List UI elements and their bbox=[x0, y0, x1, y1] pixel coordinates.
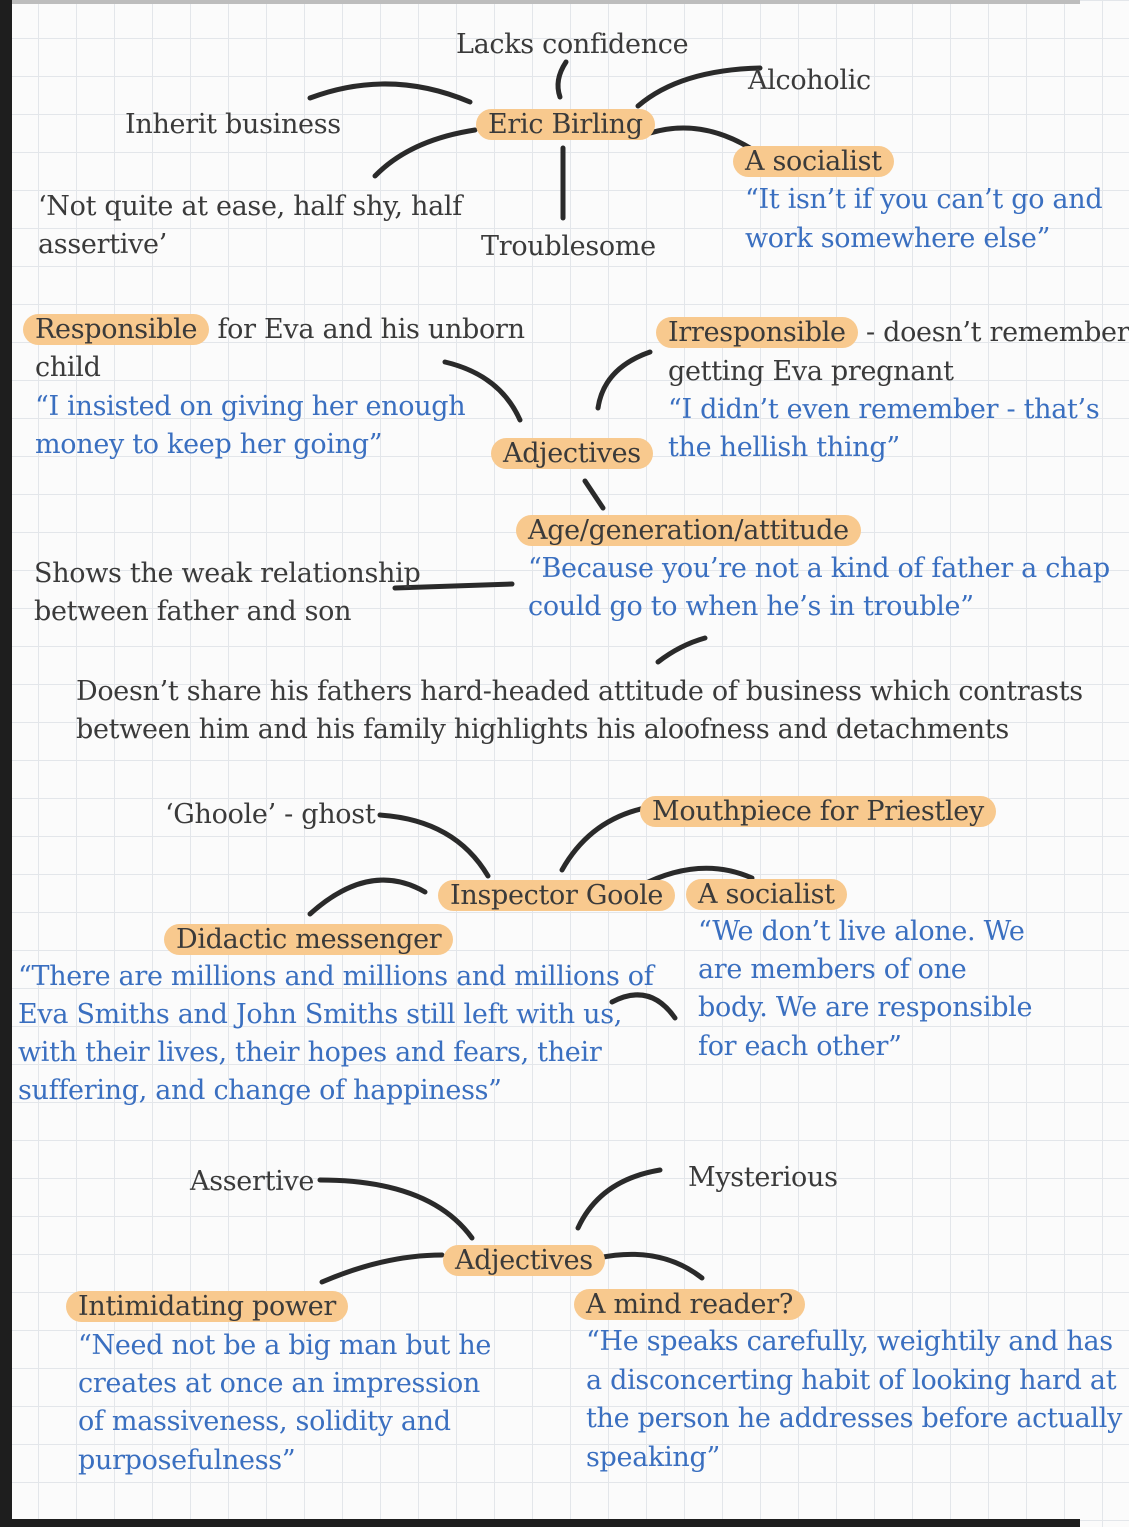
line-adjectives-intimidating bbox=[322, 1255, 442, 1282]
line-inspector-ghoole bbox=[380, 815, 488, 876]
inspector-intimidating-quote-3: of massiveness, solidity and bbox=[78, 1406, 451, 1437]
inspector-socialist-heading: A socialist bbox=[686, 879, 847, 910]
inspector-intimidating-quote-2: creates at once an impression bbox=[78, 1368, 480, 1399]
eric-business-1: Doesn’t share his fathers hard-headed attitude of business which contrasts bbox=[76, 676, 1083, 707]
inspector-didactic-quote-3: with their lives, their hopes and fears, their bbox=[18, 1037, 602, 1068]
eric-responsible-quote-1: “I insisted on giving her enough bbox=[35, 391, 466, 422]
line-adjectives-age bbox=[585, 481, 603, 508]
inspector-mouthpiece-node bbox=[652, 793, 996, 831]
eric-lacks-confidence: Lacks confidence bbox=[456, 29, 689, 60]
eric-irresponsible-quote-2: the hellish thing” bbox=[668, 432, 900, 463]
eric-responsible-quote-2: money to keep her going” bbox=[35, 429, 383, 460]
eric-socialist-quote-2: work somewhere else” bbox=[745, 223, 1051, 254]
line-adjectives-irresponsible bbox=[598, 352, 650, 408]
eric-adjectives-node bbox=[503, 435, 653, 473]
line-eric-socialist bbox=[650, 128, 750, 148]
eric-socialist-label: A socialist bbox=[733, 146, 894, 177]
eric-responsible-text: for Eva and his unborn bbox=[209, 314, 525, 345]
inspector-intimidating-node bbox=[78, 1288, 348, 1326]
eric-not-at-ease-1: ‘Not quite at ease, half shy, half bbox=[38, 191, 462, 222]
inspector-mysterious: Mysterious bbox=[688, 1162, 838, 1193]
eric-troublesome: Troublesome bbox=[481, 231, 656, 262]
inspector-mind-reader-quote-4: speaking” bbox=[586, 1442, 720, 1473]
inspector-adjectives-label: Adjectives bbox=[443, 1245, 605, 1276]
inspector-didactic-heading: Didactic messenger bbox=[164, 924, 453, 955]
eric-irresponsible-text: - doesn’t remember bbox=[857, 317, 1129, 348]
line-adjectives-assertive bbox=[320, 1180, 472, 1238]
line-eric-lacks-confidence bbox=[558, 62, 566, 97]
eric-irresponsible-line bbox=[668, 314, 1129, 352]
line-adjectives-mysterious bbox=[578, 1170, 660, 1228]
eric-socialist-heading bbox=[745, 143, 894, 181]
eric-business-2: between him and his family highlights his aloofness and detachments bbox=[76, 714, 1009, 745]
inspector-didactic-node bbox=[176, 921, 453, 959]
inspector-mind-reader-heading: A mind reader? bbox=[574, 1289, 805, 1320]
inspector-assertive: Assertive bbox=[190, 1166, 315, 1197]
inspector-adjectives-node bbox=[455, 1242, 605, 1280]
eric-age-heading: Age/generation/attitude bbox=[516, 515, 861, 546]
eric-irresponsible-heading: Irresponsible bbox=[656, 317, 858, 348]
inspector-ghoole: ‘Ghoole’ - ghost bbox=[165, 799, 376, 830]
inspector-didactic-quote-2: Eva Smiths and John Smiths still left with us, bbox=[18, 999, 623, 1030]
inspector-socialist-node bbox=[698, 876, 847, 914]
line-inspector-didactic bbox=[310, 880, 425, 914]
eric-responsible-heading: Responsible bbox=[23, 314, 209, 345]
inspector-mind-reader-node bbox=[586, 1286, 805, 1324]
inspector-socialist-quote-4: for each other” bbox=[698, 1031, 902, 1062]
eric-inherit-business: Inherit business bbox=[125, 109, 341, 140]
eric-adjectives-label: Adjectives bbox=[491, 438, 653, 469]
eric-age-quote-1: “Because you’re not a kind of father a chap bbox=[528, 553, 1110, 584]
eric-center-label: Eric Birling bbox=[476, 109, 655, 140]
inspector-mouthpiece: Mouthpiece for Priestley bbox=[640, 796, 996, 827]
eric-responsible-text-2: child bbox=[35, 352, 101, 383]
eric-irresponsible-quote-1: “I didn’t even remember - that’s bbox=[668, 394, 1100, 425]
inspector-mind-reader-quote-2: a disconcerting habit of looking hard at bbox=[586, 1365, 1117, 1396]
eric-age-node bbox=[528, 512, 861, 550]
eric-socialist-quote-1: “It isn’t if you can’t go and bbox=[745, 184, 1103, 215]
eric-irresponsible-text-2: getting Eva pregnant bbox=[668, 356, 954, 387]
line-adjectives-mind-reader bbox=[598, 1254, 702, 1278]
inspector-center-label: Inspector Goole bbox=[438, 880, 675, 911]
line-inspector-mouthpiece bbox=[562, 808, 645, 870]
eric-responsible-line bbox=[35, 311, 525, 349]
eric-weak-relationship-1: Shows the weak relationship bbox=[34, 558, 421, 589]
inspector-mind-reader-quote-3: the person he addresses before actually bbox=[586, 1403, 1123, 1434]
inspector-socialist-quote-2: are members of one bbox=[698, 954, 967, 985]
eric-not-at-ease-2: assertive’ bbox=[38, 229, 167, 260]
eric-weak-relationship-2: between father and son bbox=[34, 596, 352, 627]
inspector-mind-reader-quote-1: “He speaks carefully, weightily and has bbox=[586, 1326, 1113, 1357]
inspector-socialist-quote-3: body. We are responsible bbox=[698, 992, 1033, 1023]
inspector-socialist-quote-1: “We don’t live alone. We bbox=[698, 916, 1025, 947]
inspector-didactic-quote-1: “There are millions and millions and millions of bbox=[18, 961, 654, 992]
line-eric-inherit-top bbox=[310, 84, 470, 102]
eric-center-node bbox=[488, 106, 655, 144]
inspector-intimidating-heading: Intimidating power bbox=[66, 1291, 348, 1322]
line-eric-not-at-ease bbox=[375, 130, 475, 176]
eric-age-quote-2: could go to when he’s in trouble” bbox=[528, 591, 974, 622]
inspector-intimidating-quote-4: purposefulness” bbox=[78, 1445, 296, 1476]
inspector-didactic-quote-4: suffering, and change of happiness” bbox=[18, 1075, 502, 1106]
inspector-center-node bbox=[450, 877, 675, 915]
line-eric-alcoholic bbox=[638, 68, 760, 106]
line-age-business bbox=[658, 638, 705, 662]
eric-alcoholic: Alcoholic bbox=[748, 65, 871, 96]
inspector-intimidating-quote-1: “Need not be a big man but he bbox=[78, 1330, 492, 1361]
